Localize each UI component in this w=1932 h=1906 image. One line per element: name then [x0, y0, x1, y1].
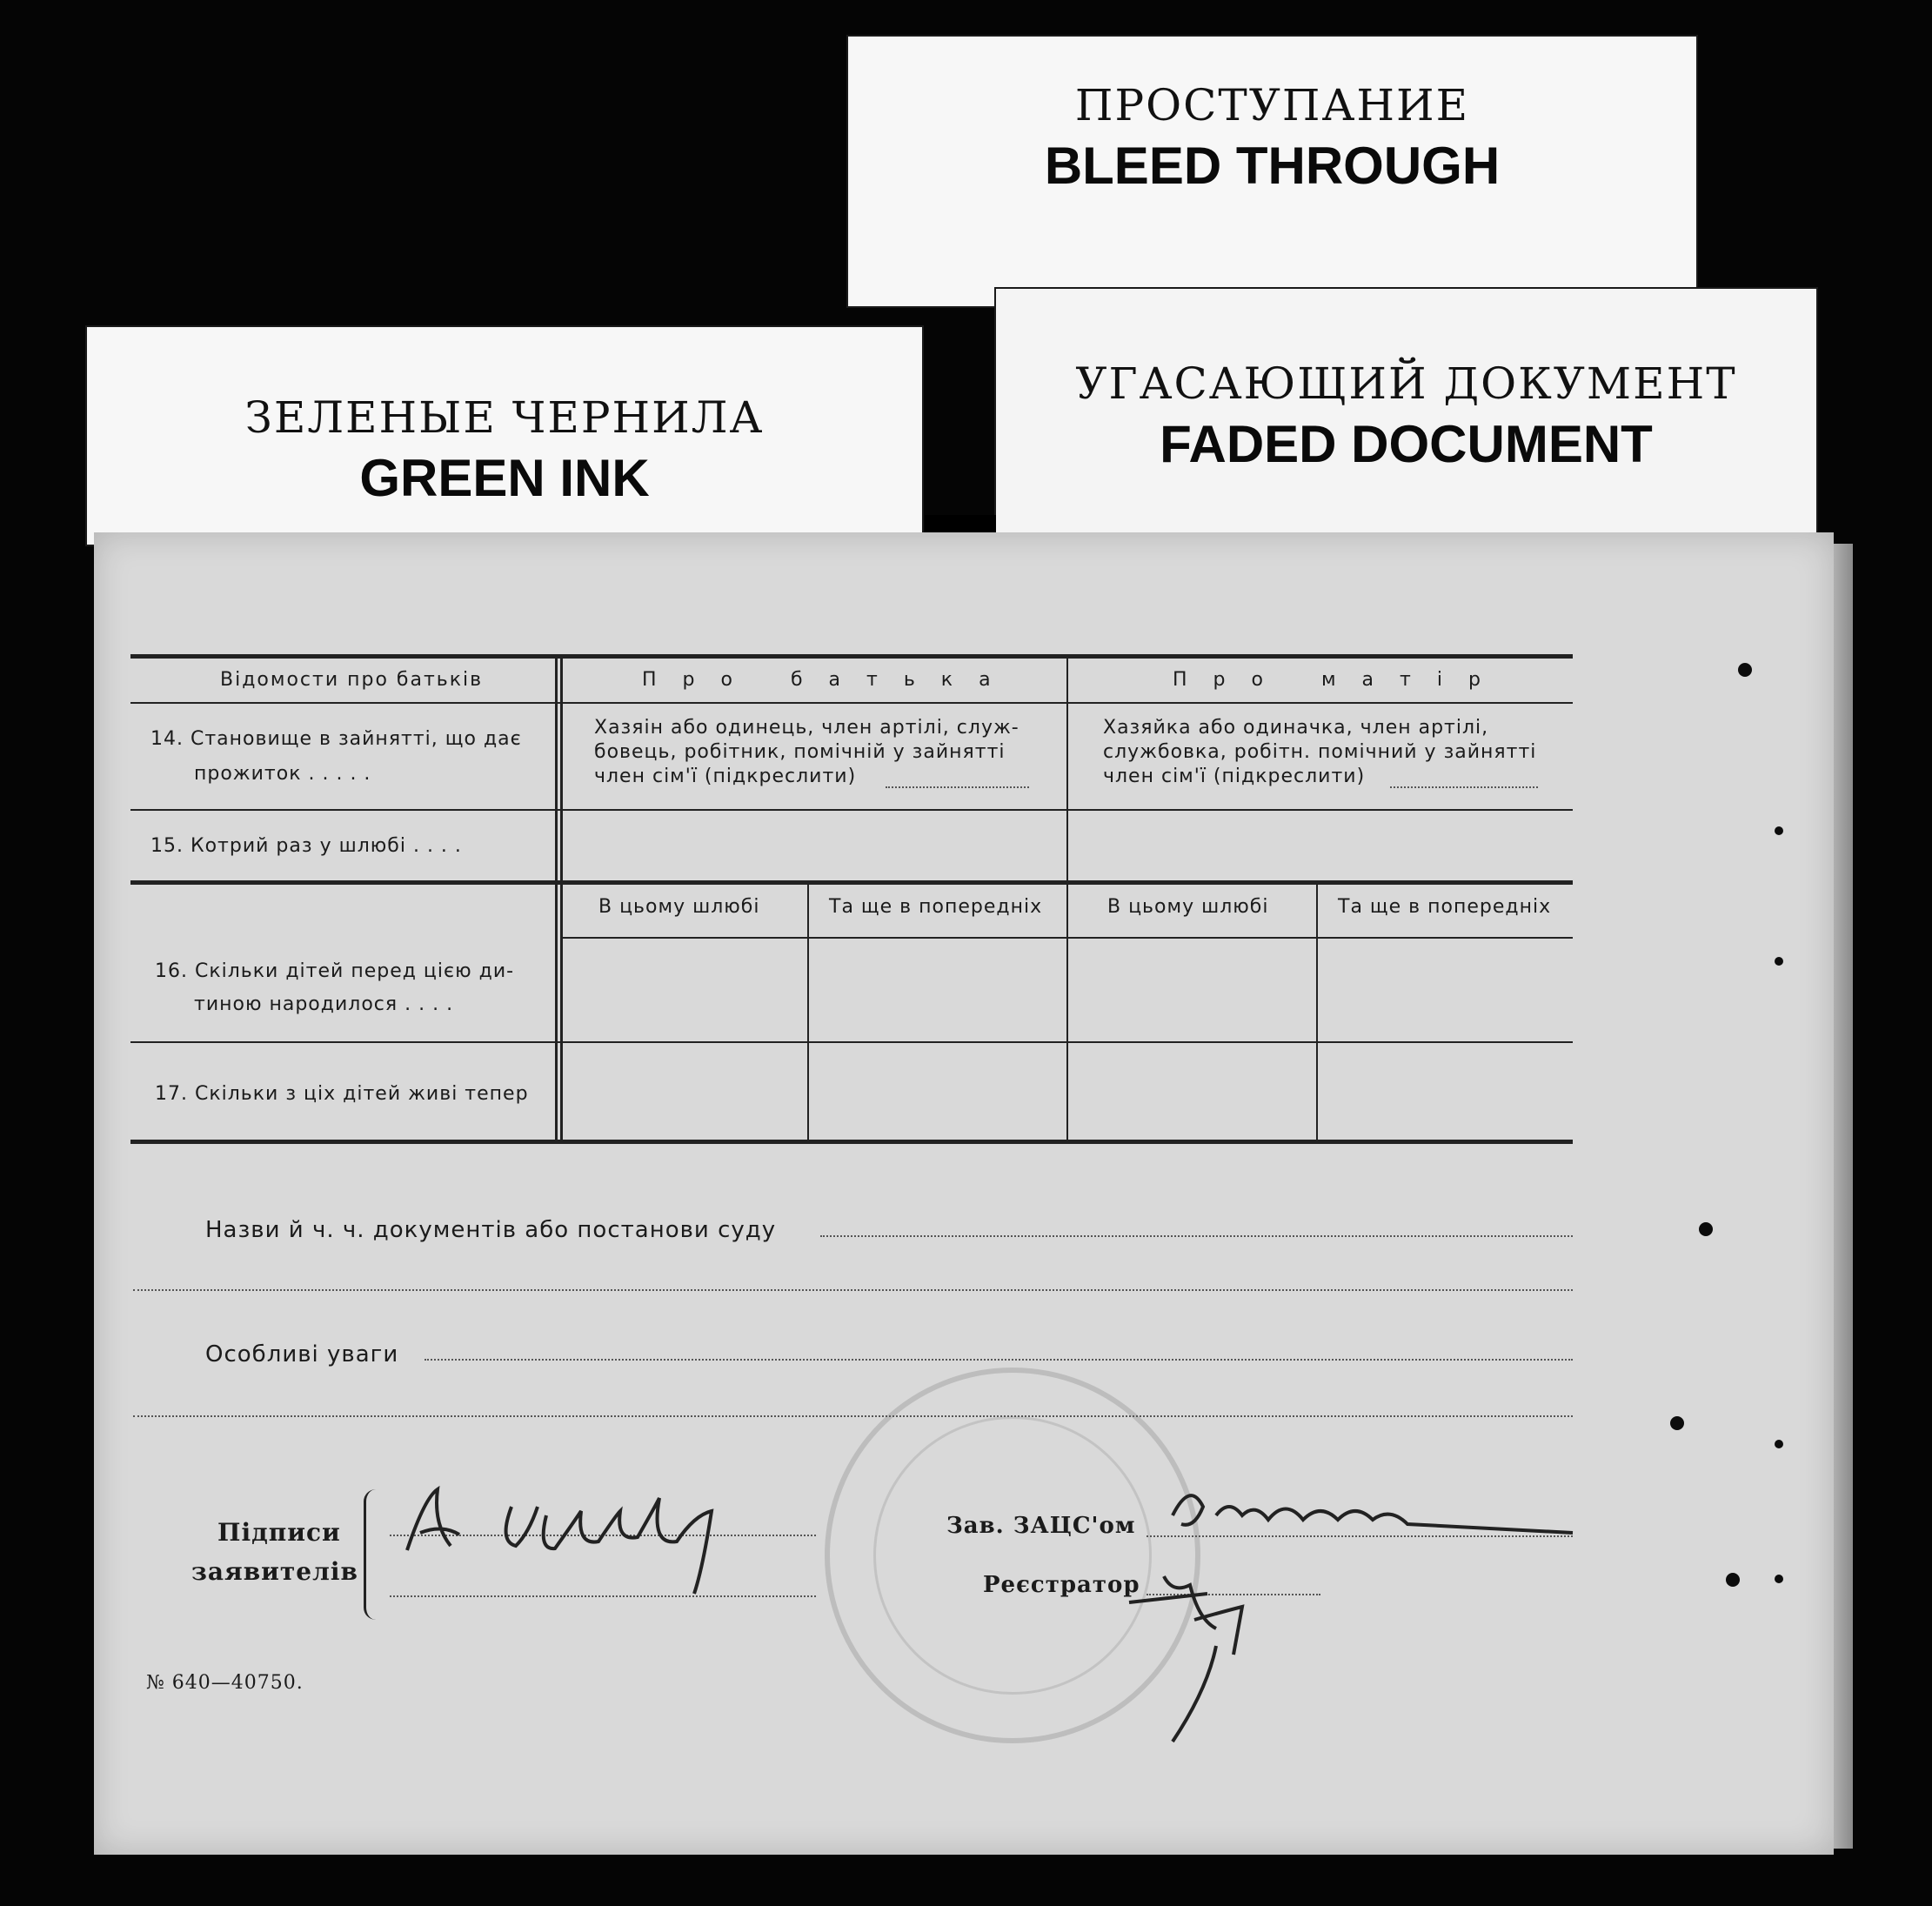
punch-hole-6 [1775, 1440, 1783, 1448]
bleed-through-card [848, 37, 1696, 306]
head-label: Зав. ЗАЦС'ом [946, 1513, 1136, 1539]
punch-hole-8 [1775, 1575, 1783, 1583]
notes-dots-2 [133, 1415, 1573, 1417]
header-mother: Про матір [1173, 669, 1507, 691]
row14-mother-dots [1390, 786, 1538, 788]
green-ink-en: GREEN INK [359, 449, 650, 507]
row17-label: 17. Скільки з ціх дітей живі тепер [155, 1083, 529, 1105]
registrar-signature [1112, 1542, 1390, 1768]
row14-mother-2: службовка, робітн. помічний у зайнятті [1103, 741, 1537, 763]
row14-label-2: прожиток . . . . . [194, 763, 371, 785]
black-tab [925, 515, 996, 532]
applicant-signature [398, 1472, 851, 1602]
signatures-brace [364, 1489, 378, 1620]
registrar-label: Реєстратор [983, 1572, 1140, 1598]
signatures-label-1: Підписи [217, 1518, 341, 1547]
vline-3 [807, 885, 809, 1142]
punch-hole-5 [1670, 1416, 1684, 1430]
vline-2 [1066, 659, 1068, 1142]
row14-mother-1: Хазяйка або одиначка, член артілі, [1103, 717, 1489, 739]
vline-1b [560, 659, 563, 1142]
row14-father-1: Хазяін або одинець, член артілі, служ- [594, 717, 1019, 739]
documents-dots-1 [820, 1235, 1573, 1237]
table-top-rule [130, 654, 1573, 659]
row14-father-3: член сім'ї (підкреслити) [594, 766, 857, 787]
green-ink-ru: ЗЕЛЕНЫЕ ЧЕРНИЛА [244, 392, 765, 443]
row14-mother-3: член сім'ї (підкреслити) [1103, 766, 1366, 787]
bleed-through-en: BLEED THROUGH [1044, 137, 1501, 195]
bleed-through-ru: ПРОСТУПАНИЕ [1074, 80, 1470, 130]
documents-dots-2 [133, 1289, 1573, 1291]
punch-hole-2 [1775, 826, 1783, 835]
notes-dots-1 [425, 1359, 1573, 1361]
faded-document-card [996, 289, 1816, 550]
subheader-father-this: В цьому шлюбі [598, 896, 760, 918]
subheader-mother-this: В цьому шлюбі [1107, 896, 1269, 918]
row16-rule [130, 1041, 1573, 1043]
punch-hole-1 [1738, 663, 1752, 677]
row14-label-1: 14. Становище в зайнятті, що дає [150, 728, 522, 750]
green-ink-card [87, 327, 922, 545]
documents-label: Назви й ч. ч. документів або постанови суду [205, 1217, 777, 1243]
vline-1a [555, 659, 558, 1142]
subheader-mother-previous: Та ще в попередніх [1338, 896, 1552, 918]
notes-label: Особливі уваги [205, 1341, 399, 1368]
signatures-label-2: заявителів [191, 1557, 358, 1586]
header-father: Про батька [642, 669, 1017, 691]
table-bottom-rule [130, 1140, 1573, 1144]
faded-document-en: FADED DOCUMENT [1160, 415, 1653, 473]
row16-label-1: 16. Скільки дітей перед цією ди- [155, 960, 515, 982]
vline-4 [1316, 885, 1318, 1142]
row14-rule [130, 809, 1573, 811]
faded-document-ru: УГАСАЮЩИЙ ДОКУМЕНТ [1075, 358, 1737, 409]
row16-label-2: тиною народилося . . . . [194, 993, 454, 1015]
punch-hole-3 [1775, 957, 1783, 966]
subheader-father-previous: Та ще в попередніх [829, 896, 1043, 918]
header-parents: Відомости про батьків [220, 669, 484, 691]
form-sheet [94, 532, 1834, 1855]
punch-hole-7 [1726, 1573, 1740, 1587]
form-number: № 640—40750. [146, 1672, 304, 1694]
header-rule [130, 702, 1573, 704]
row14-father-2: бовець, робітник, помічній у зайнятті [594, 741, 1006, 763]
punch-hole-4 [1699, 1222, 1713, 1236]
row14-father-dots [886, 786, 1029, 788]
row15-rule [130, 880, 1573, 885]
row15-label: 15. Котрий раз у шлюбі . . . . [150, 835, 462, 857]
